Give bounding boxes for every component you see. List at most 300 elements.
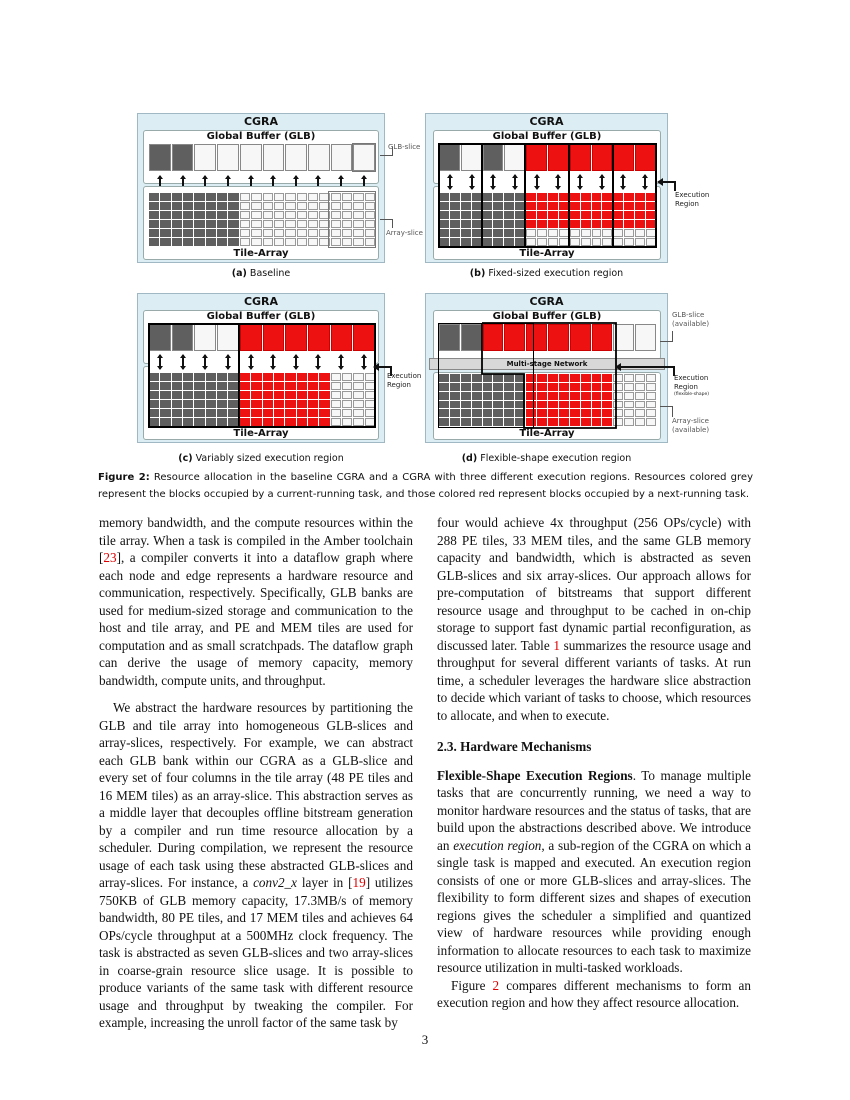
tile <box>319 193 329 201</box>
tile <box>172 193 182 201</box>
glb-slice <box>526 144 547 171</box>
tile-array-title: Tile-Array <box>519 248 575 259</box>
tile <box>263 202 273 210</box>
glb-slice-leader <box>380 147 393 156</box>
text: Figure <box>451 977 493 993</box>
tile <box>160 220 170 228</box>
tile <box>635 220 645 228</box>
label-line: Region <box>387 381 411 389</box>
tile <box>365 238 375 246</box>
glb-slice <box>149 324 171 351</box>
label-line: Execution <box>674 374 709 382</box>
tile <box>613 211 623 219</box>
subcaption-letter: (b) <box>469 268 486 279</box>
tile <box>592 211 602 219</box>
bidirectional-arrow-icon <box>317 355 319 369</box>
paragraph-title: Flexible-Shape Execution Regions <box>437 767 633 783</box>
tile <box>172 238 182 246</box>
tile <box>515 193 525 201</box>
tile <box>194 373 204 381</box>
tile <box>263 391 273 399</box>
tile <box>172 382 182 390</box>
tile <box>240 391 250 399</box>
tile <box>285 211 295 219</box>
tile <box>635 238 645 246</box>
citation-link[interactable]: 23 <box>103 550 117 565</box>
subcaption-letter: (a) <box>231 268 247 279</box>
glb-slice <box>308 144 330 171</box>
tile <box>217 220 227 228</box>
tile <box>183 220 193 228</box>
tile <box>331 211 341 219</box>
tile <box>217 400 227 408</box>
label-line: Execution <box>387 372 422 380</box>
tile <box>308 238 318 246</box>
citation-link[interactable]: 19 <box>352 875 366 890</box>
tile <box>217 418 227 426</box>
tile <box>217 409 227 417</box>
tile <box>613 202 623 210</box>
tile <box>194 418 204 426</box>
tile <box>263 220 273 228</box>
text: summarizes the resource usage and throughput for several different variants of tasks. At run time, a scheduler leverages the hardware slice abstraction to decide which variant of tasks to choose, which resources to allocate, and when to execute. <box>437 637 751 723</box>
subcaption-text: Flexible-shape execution region <box>480 453 632 464</box>
tile <box>353 382 363 390</box>
tile <box>581 202 591 210</box>
tile <box>559 229 569 237</box>
tile <box>559 211 569 219</box>
page-number: 3 <box>421 1032 429 1047</box>
tile <box>461 193 471 201</box>
subcaption-letter: (d) <box>461 453 478 464</box>
tile <box>331 193 341 201</box>
tile <box>160 382 170 390</box>
emphasis: execution region <box>453 837 542 853</box>
array-slice-leader <box>380 219 393 228</box>
tile <box>439 193 449 201</box>
tile <box>602 238 612 246</box>
tile <box>613 238 623 246</box>
tile <box>537 229 547 237</box>
tile <box>570 211 580 219</box>
tile <box>472 229 482 237</box>
tile <box>342 193 352 201</box>
tile <box>297 382 307 390</box>
tile <box>461 229 471 237</box>
tile <box>483 211 493 219</box>
bidirectional-arrow-icon <box>250 355 252 369</box>
tile <box>331 382 341 390</box>
tile <box>285 220 295 228</box>
subcaption-d <box>425 453 668 464</box>
tile <box>263 193 273 201</box>
tile <box>183 202 193 210</box>
tile <box>274 409 284 417</box>
tile <box>526 202 536 210</box>
array-slice-leader <box>660 406 673 417</box>
tile <box>206 202 216 210</box>
bidirectional-arrow-icon <box>471 175 473 189</box>
tile <box>274 238 284 246</box>
tile <box>274 211 284 219</box>
tile <box>285 229 295 237</box>
tile <box>240 202 250 210</box>
tile <box>342 202 352 210</box>
tile <box>149 238 159 246</box>
tile <box>331 373 341 381</box>
tile <box>483 229 493 237</box>
tile <box>537 211 547 219</box>
multi-stage-network: Multi-stage Network <box>429 358 665 370</box>
glb-slice <box>172 144 194 171</box>
tile <box>592 193 602 201</box>
tile <box>160 373 170 381</box>
label-line: Array-slice <box>672 417 709 425</box>
glb-slice-label: GLB-slice <box>388 143 421 151</box>
table-reference-link[interactable]: 1 <box>553 637 560 653</box>
tile <box>172 391 182 399</box>
tile <box>613 229 623 237</box>
tile <box>331 238 341 246</box>
tile <box>483 220 493 228</box>
glb-slice <box>439 144 460 171</box>
tile <box>472 211 482 219</box>
execution-region-label <box>675 191 709 209</box>
tile <box>149 391 159 399</box>
tile <box>194 382 204 390</box>
tile <box>635 193 645 201</box>
tile <box>297 220 307 228</box>
tile <box>274 229 284 237</box>
tile <box>149 211 159 219</box>
tile <box>646 238 656 246</box>
tile <box>251 238 261 246</box>
tile <box>172 373 182 381</box>
tile <box>504 202 514 210</box>
glb-slice <box>353 324 375 351</box>
tile <box>263 409 273 417</box>
tile <box>274 382 284 390</box>
text: memory bandwidth, and the compute resources within the tile array. When a task is compiled in the Amber toolchain [ <box>99 515 413 565</box>
glb-slice <box>331 144 353 171</box>
bidirectional-arrow-icon <box>557 175 559 189</box>
figure-caption <box>98 469 753 503</box>
text: ], a compiler converts it into a dataflow graph where each node and edge represents a hardware resource and communication, respectively. Specifically, GLB banks are used for medium-sized storage and communication to the host and tile array, and PE and MEM tiles are used for computation and as small scratchpads. The dataflow graph can derive the usage of memory capacity, memory bandwidth, compute units, and throughput. <box>99 550 413 688</box>
tile <box>172 409 182 417</box>
tile <box>646 193 656 201</box>
bidirectional-arrow-icon <box>204 355 206 369</box>
glb-slice <box>217 144 239 171</box>
tile <box>504 220 514 228</box>
tile <box>570 202 580 210</box>
tile <box>285 391 295 399</box>
bidirectional-arrow-icon <box>579 175 581 189</box>
tile <box>274 418 284 426</box>
tile <box>602 202 612 210</box>
tile <box>515 220 525 228</box>
bidirectional-arrow-icon <box>182 355 184 369</box>
tile <box>493 229 503 237</box>
tile <box>274 202 284 210</box>
tile <box>526 220 536 228</box>
tile <box>548 238 558 246</box>
subcaption-text: Variably sized execution region <box>195 453 344 464</box>
tile <box>581 211 591 219</box>
tile <box>308 220 318 228</box>
tile <box>206 229 216 237</box>
tile-grid <box>149 193 375 246</box>
tile <box>194 211 204 219</box>
glb-slice <box>483 144 504 171</box>
bidirectional-arrow-icon <box>644 175 646 189</box>
tile <box>331 220 341 228</box>
tile <box>240 400 250 408</box>
execution-region-label <box>387 372 421 390</box>
tile <box>353 409 363 417</box>
tile <box>160 418 170 426</box>
tile <box>319 211 329 219</box>
tile <box>342 382 352 390</box>
tile <box>602 229 612 237</box>
tile <box>537 220 547 228</box>
tile <box>515 238 525 246</box>
tile <box>149 229 159 237</box>
glb-slice <box>194 324 216 351</box>
tile <box>206 418 216 426</box>
tile <box>149 373 159 381</box>
glb-title: Global Buffer (GLB) <box>492 131 602 142</box>
tile <box>331 229 341 237</box>
tile <box>274 193 284 201</box>
tile <box>493 211 503 219</box>
tile <box>353 193 363 201</box>
tile <box>353 373 363 381</box>
tile <box>263 418 273 426</box>
tile <box>228 193 238 201</box>
tile <box>263 373 273 381</box>
tile <box>365 220 375 228</box>
tile <box>342 211 352 219</box>
tile <box>228 391 238 399</box>
tile <box>240 418 250 426</box>
tile <box>183 193 193 201</box>
tile <box>537 202 547 210</box>
tile <box>493 202 503 210</box>
tile <box>160 193 170 201</box>
tile <box>365 229 375 237</box>
tile <box>365 382 375 390</box>
tile <box>472 238 482 246</box>
tile <box>217 211 227 219</box>
tile <box>183 373 193 381</box>
tile <box>240 229 250 237</box>
tile <box>319 238 329 246</box>
tile <box>251 382 261 390</box>
tile <box>160 400 170 408</box>
tile <box>194 202 204 210</box>
tile <box>297 202 307 210</box>
tile <box>149 418 159 426</box>
cgra-title: CGRA <box>529 295 564 308</box>
tile <box>285 409 295 417</box>
tile <box>274 400 284 408</box>
tile <box>274 220 284 228</box>
figure-number: Figure 2: <box>98 472 150 483</box>
tile <box>353 211 363 219</box>
tile <box>461 238 471 246</box>
tile <box>450 193 460 201</box>
text: ] utilizes 750KB of GLB memory capacity, 17.3MB/s of memory bandwidth, 80 PE tiles, and 17 MEM tiles and achieves 64 OPs/cycle throughput at a 500MHz clock frequency. The task is abstracted as seven GLB-slices and two array-slices in coarse-grain resource slice usage. It is possible to produce variants of the same task with different resource usage and throughput by tweaking the compiler. For example, increasing the unroll factor of the same task by <box>99 875 413 1030</box>
tile <box>439 238 449 246</box>
tile <box>297 418 307 426</box>
tile <box>172 202 182 210</box>
tile <box>263 400 273 408</box>
tile <box>308 391 318 399</box>
tile <box>263 229 273 237</box>
tile <box>472 193 482 201</box>
text: . To manage multiple tasks that are concurrently running, we need a way to monitor hardware resources and the status of tasks, that are build upon the abstractions described above. We introduce an <box>437 767 751 853</box>
tile <box>602 220 612 228</box>
bidirectional-arrow-icon <box>272 355 274 369</box>
tile <box>331 391 341 399</box>
tile <box>592 220 602 228</box>
tile <box>183 229 193 237</box>
label-line: Execution <box>675 191 710 199</box>
tile <box>149 202 159 210</box>
tile <box>592 229 602 237</box>
tile <box>217 229 227 237</box>
bidirectional-arrow-icon <box>363 355 365 369</box>
tile <box>613 193 623 201</box>
tile <box>365 211 375 219</box>
label-line: (flexible-shape) <box>674 392 710 397</box>
tile <box>365 202 375 210</box>
cgra-title: CGRA <box>529 115 564 128</box>
arrow-head-icon <box>373 363 379 371</box>
figure-panel-b <box>425 113 668 263</box>
tile <box>308 409 318 417</box>
tile <box>365 193 375 201</box>
tile <box>297 238 307 246</box>
tile <box>342 373 352 381</box>
label-line: Region <box>674 383 698 391</box>
bidirectional-arrow-icon <box>159 355 161 369</box>
tile <box>537 193 547 201</box>
cgra-title: CGRA <box>243 295 279 308</box>
tile <box>450 220 460 228</box>
tile <box>331 400 341 408</box>
tile <box>206 382 216 390</box>
tile <box>183 238 193 246</box>
figure-reference-link[interactable]: 2 <box>492 977 500 993</box>
tile <box>194 193 204 201</box>
tile <box>228 238 238 246</box>
tile <box>263 382 273 390</box>
tile <box>365 400 375 408</box>
tile <box>439 211 449 219</box>
bidirectional-arrow-icon <box>514 175 516 189</box>
tile <box>548 229 558 237</box>
glb-slice <box>461 144 482 171</box>
tile <box>172 211 182 219</box>
tile <box>493 193 503 201</box>
glb-slices-row <box>439 144 656 171</box>
text: compares different mechanisms to form an execution region and how they affect resource allocation. <box>437 977 751 1010</box>
tile <box>365 418 375 426</box>
text: four would achieve 4x throughput (256 OPs/cycle) with 288 PE tiles, 33 MEM tiles, and the same GLB memory capacity and bandwidth, which is abstracted as seven GLB-slices and six array-slices. Our approach allows for pre-computation of bitstreams that support different resource usage and throughput to be cached in on-chip storage to support fast dynamic partial reconfiguration, as discussed later. Table <box>437 515 751 653</box>
tile <box>297 400 307 408</box>
tile <box>285 373 295 381</box>
tile <box>217 382 227 390</box>
tile <box>331 202 341 210</box>
tile <box>483 193 493 201</box>
tile <box>319 418 329 426</box>
tile <box>228 211 238 219</box>
tile <box>308 382 318 390</box>
tile <box>308 229 318 237</box>
tile <box>240 238 250 246</box>
tile <box>548 202 558 210</box>
tile <box>613 220 623 228</box>
tile <box>206 238 216 246</box>
glb-slice <box>285 324 307 351</box>
tile <box>353 220 363 228</box>
bidirectional-arrow-icon <box>227 355 229 369</box>
tile <box>251 409 261 417</box>
tile <box>439 229 449 237</box>
tile <box>308 193 318 201</box>
figure-caption-text: Resource allocation in the baseline CGRA and a CGRA with three different execution regions. Resources colored grey represent the blocks occupied by a current-running task, and those colored red represent blocks occupied by a next-running task. <box>98 472 753 500</box>
tile <box>206 211 216 219</box>
glb-to-tile-arrows <box>149 355 375 369</box>
glb-slice <box>149 144 171 171</box>
glb-slice-available-label <box>672 311 709 329</box>
glb-slice <box>592 144 613 171</box>
execution-region-leader <box>619 366 675 376</box>
tile <box>251 211 261 219</box>
tile <box>365 373 375 381</box>
tile <box>240 373 250 381</box>
tile-array-title: Tile-Array <box>233 248 289 259</box>
tile <box>515 202 525 210</box>
tile <box>331 418 341 426</box>
text: , a sub-region of the CGRA on which a single task is mapped and executed. An execution region consists of one or more GLB-slices and array-slices. The flexibility to form different sizes and shapes of execution regions gives the scheduler a simplified and quantized view of hardware resources while providing enough information to allocate resources to each task to maximize resource utilization in multi-tasked workloads. <box>437 837 752 975</box>
tile <box>194 400 204 408</box>
tile <box>353 391 363 399</box>
tile <box>149 409 159 417</box>
tile <box>319 382 329 390</box>
tile-grid <box>149 373 375 426</box>
tile <box>365 409 375 417</box>
tile <box>308 202 318 210</box>
bidirectional-arrow-icon <box>340 355 342 369</box>
tile <box>285 238 295 246</box>
tile <box>559 202 569 210</box>
tile <box>342 229 352 237</box>
glb-slice <box>504 144 525 171</box>
tile <box>172 229 182 237</box>
glb-slice <box>263 324 285 351</box>
bidirectional-arrow-icon <box>622 175 624 189</box>
tile <box>353 400 363 408</box>
tile <box>251 400 261 408</box>
tile-grid <box>439 193 656 246</box>
arrow-head-icon <box>657 178 663 186</box>
tile <box>504 238 514 246</box>
tile <box>342 409 352 417</box>
tile <box>472 220 482 228</box>
tile <box>297 193 307 201</box>
